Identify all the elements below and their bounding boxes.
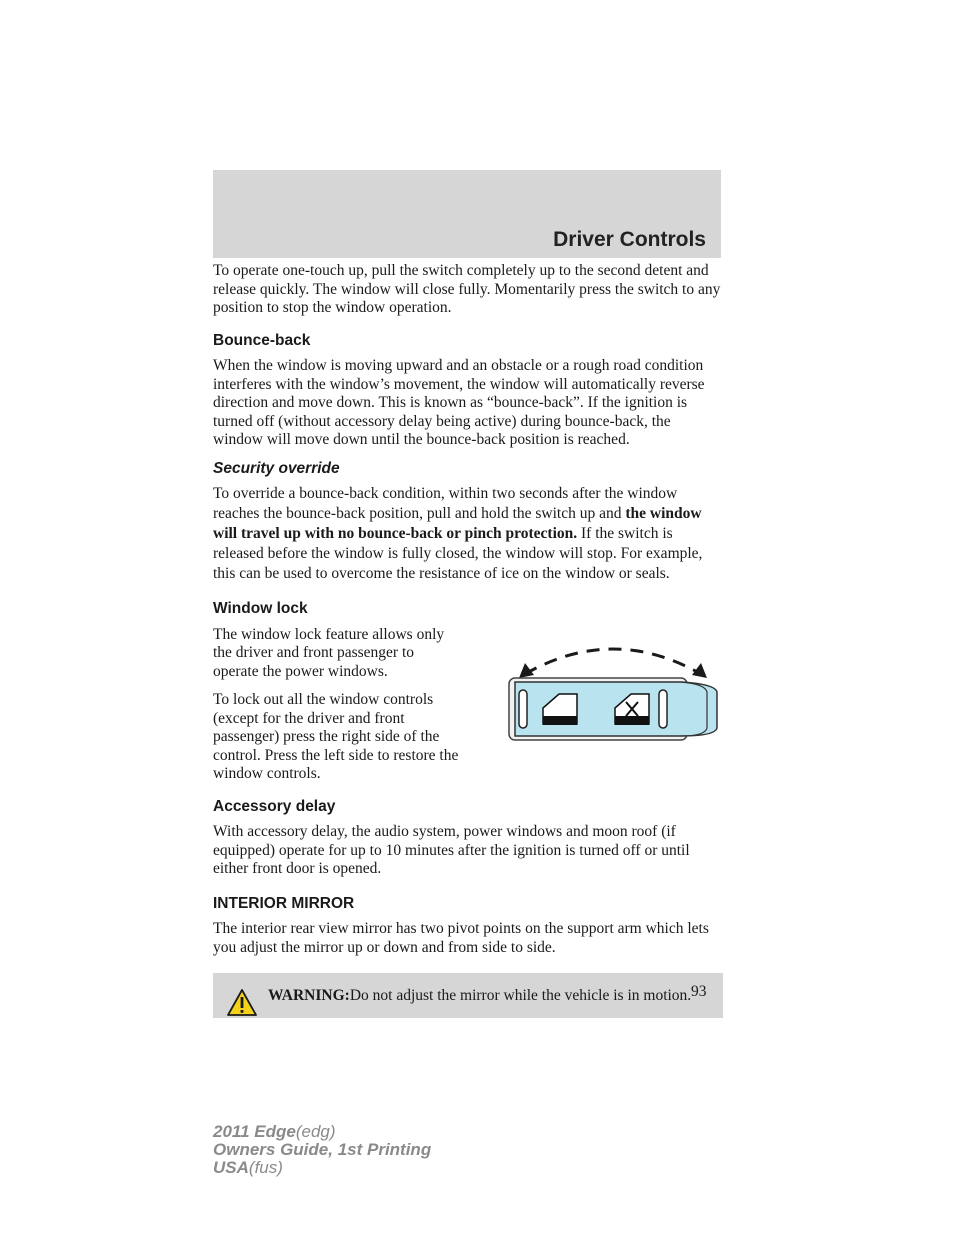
right-slot: [659, 690, 667, 728]
footer-line-2: Owners Guide, 1st Printing: [213, 1140, 432, 1159]
window-lock-block: [213, 626, 723, 784]
intro-paragraph: To operate one-touch up, pull the switch completely up to the second detent and release quickly. The window will close fully. Momentarily press the switch to any position to stop the window operation.: [213, 262, 721, 316]
security-override-text-before: To override a bounce-back condition, within two seconds after the window reaches the bounce-back position, pull and hold the switch up and: [213, 485, 678, 522]
security-override-heading: Security override: [213, 459, 340, 477]
footer-line-1: [213, 1123, 431, 1141]
footer-market: USA: [213, 1158, 249, 1177]
page-number: 93: [691, 983, 707, 1000]
warning-message: Do not adjust the mirror while the vehicle is in motion.: [349, 987, 692, 1004]
window-lock-switch-illustration: [505, 636, 725, 746]
window-lock-heading: Window lock: [213, 600, 308, 617]
security-override-text: [213, 484, 723, 584]
header-band: [213, 170, 721, 258]
section-title: Driver Controls: [553, 228, 706, 251]
window-lock-text: [213, 626, 461, 784]
left-slot: [519, 690, 527, 728]
bounce-back-heading: Bounce-back: [213, 331, 311, 349]
page-content: [213, 262, 723, 1018]
footer-model: 2011 Edge: [213, 1122, 296, 1141]
bounce-back-text: When the window is moving upward and an obstacle or a rough road condition interferes with the window’s movement, the window will automatically reverse direction and move down. This is known as “bounce-back”. If the ignition is turned off (without accessory delay being active) during bounce-back, the window will move down until the bounce-back position is reached.: [213, 357, 705, 448]
warning-text: [268, 987, 707, 1006]
warning-triangle-icon: [227, 989, 257, 1016]
warning-box: [213, 973, 723, 1018]
warning-label: WARNING:: [268, 987, 350, 1004]
interior-mirror-heading: INTERIOR MIRROR: [213, 894, 355, 912]
footer-market-code: (fus): [248, 1158, 283, 1177]
footer-line-3: [213, 1159, 431, 1177]
window-lock-p1: The window lock feature allows only the driver and front passenger to operate the power windows.: [213, 625, 445, 680]
rocker-arc: [525, 649, 701, 674]
accessory-delay-text: With accessory delay, the audio system, power windows and moon roof (if equipped) operate for up to 10 minutes after the ignition is turned off or until either front door is opened.: [213, 823, 690, 877]
security-override-text-after: If the switch is released before the window is fully closed, the window will stop. For example, this can be used to overcome the resistance of ice on the window or seals.: [213, 525, 703, 582]
accessory-delay-heading: Accessory delay: [213, 797, 336, 815]
security-override-text-bold: the window will travel up with no bounce-back or pinch protection.: [213, 505, 702, 542]
window-lock-p2: To lock out all the window controls (except for the driver and front passenger) press the right side of the control. Press the left side to restore the window controls.: [213, 691, 459, 782]
footer: [213, 1123, 431, 1177]
footer-model-code: (edg): [295, 1122, 336, 1141]
interior-mirror-text: The interior rear view mirror has two pivot points on the support arm which lets you adjust the mirror up or down and from side to side.: [213, 920, 709, 956]
